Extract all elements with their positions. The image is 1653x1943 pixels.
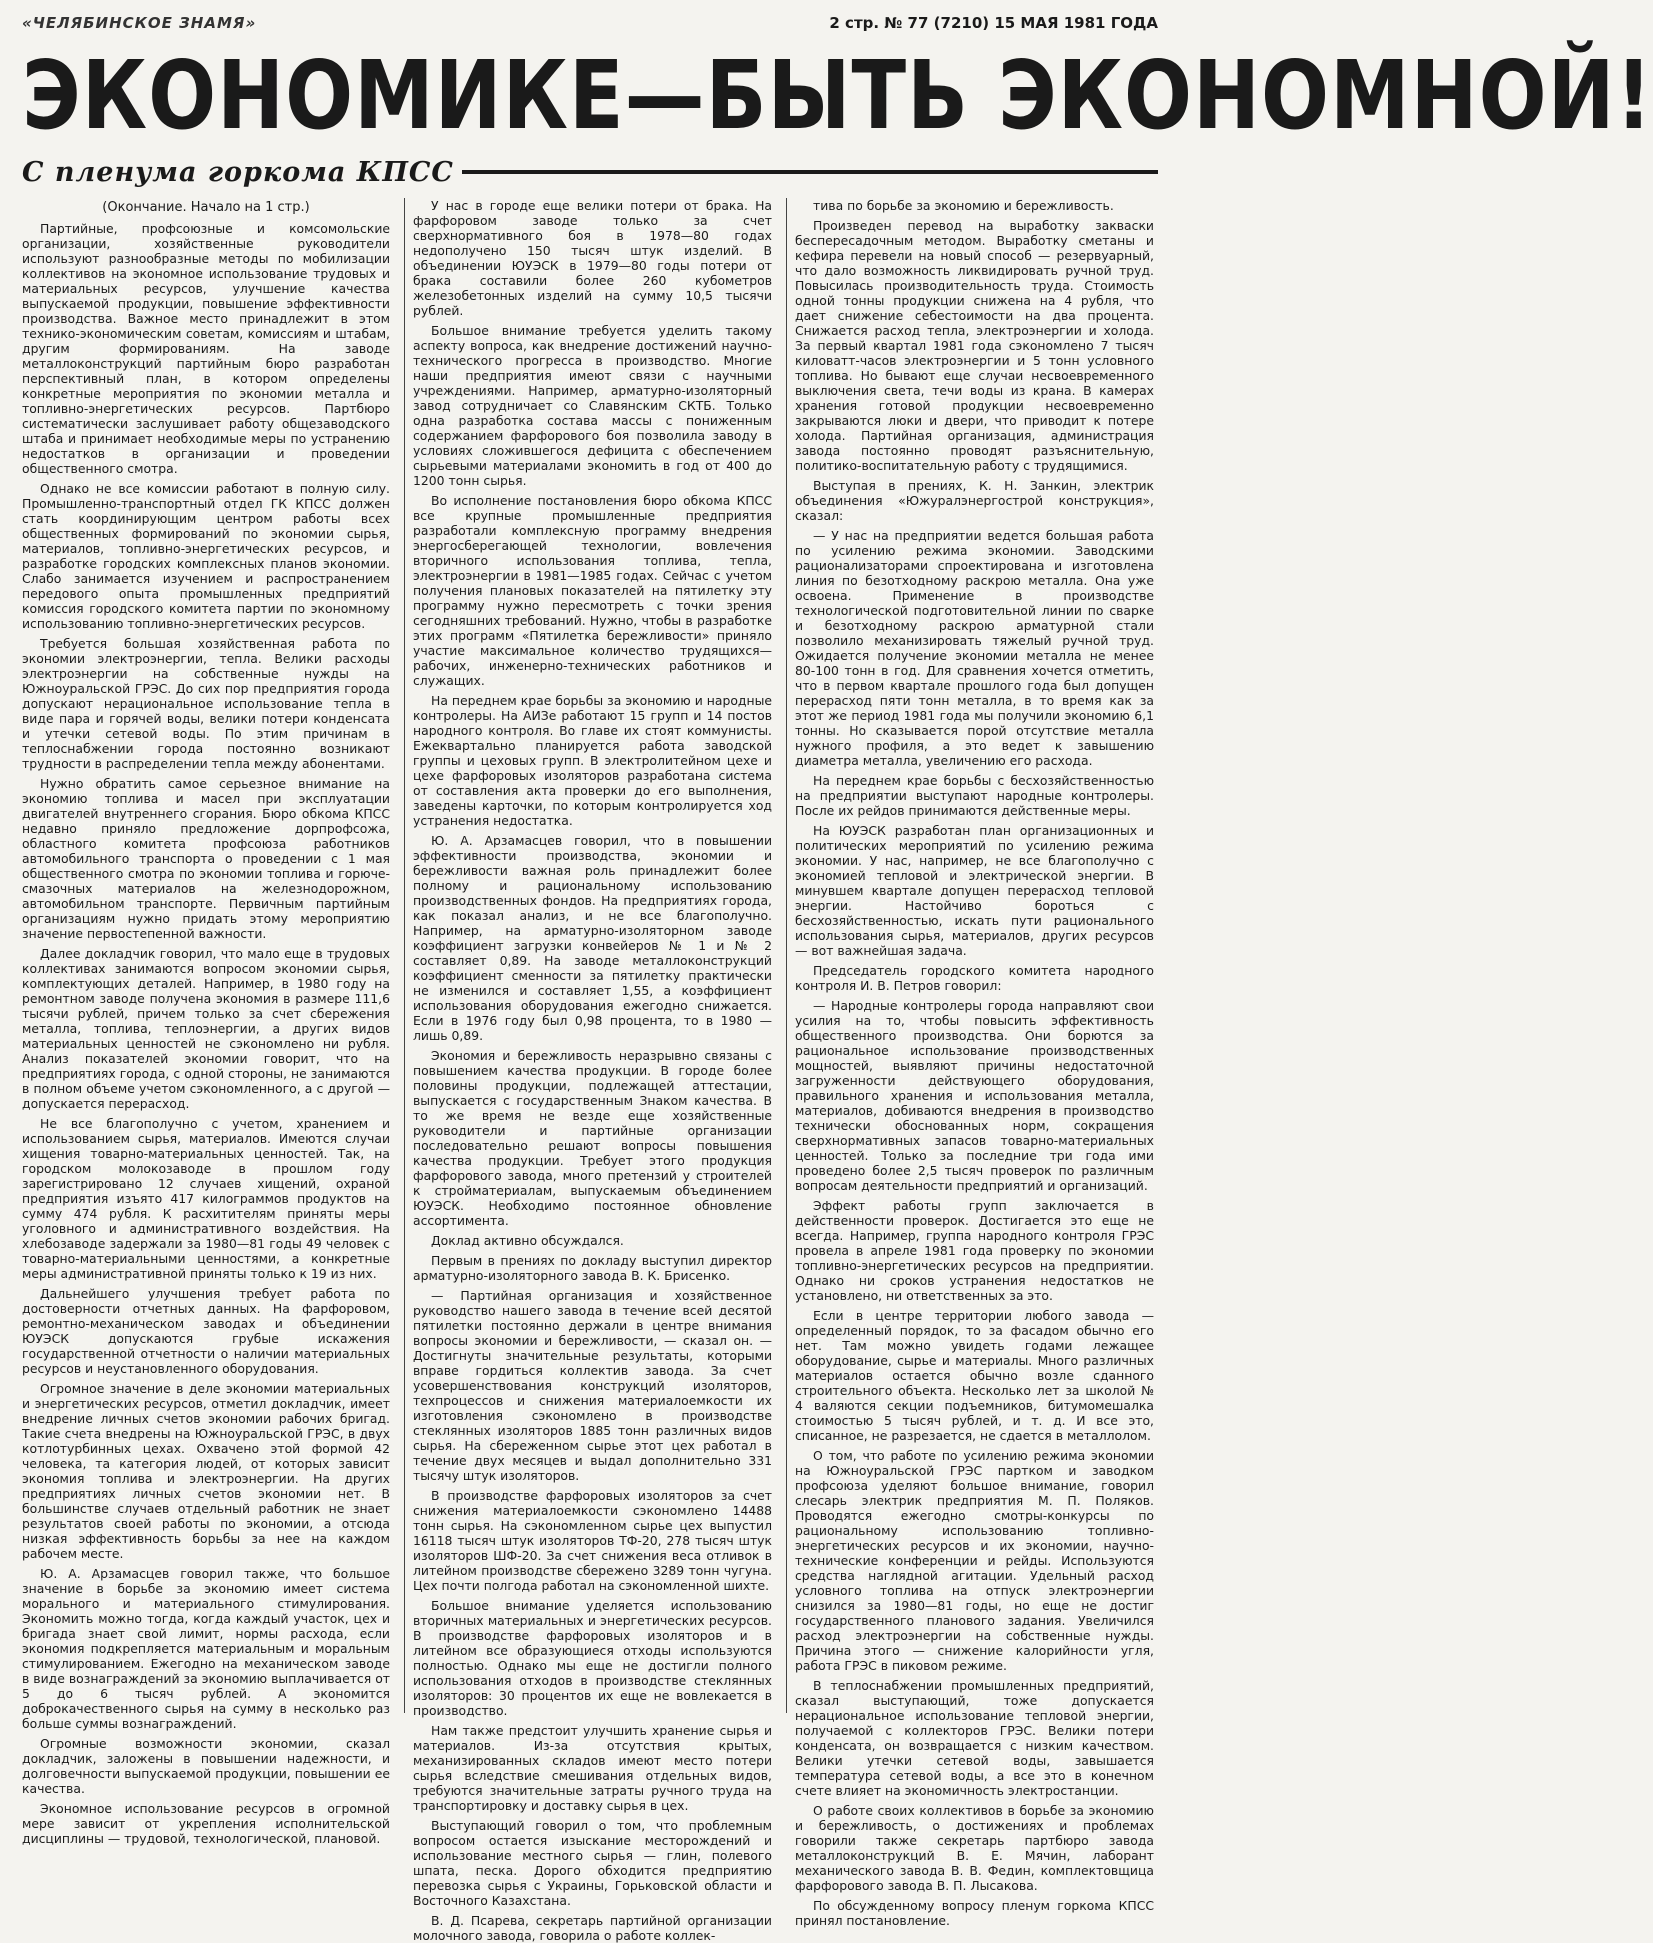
paragraph: О том, что работе по усилению режима экономии на Южноуральской ГРЭС партком и заводком профсоюза уделяют большое внимание, говорил слесарь электрик предприятия М. П. Поляков. Проводятся ежегодно смотры-конкурсы по рациональному использованию топливно-энергетических ресурсов и их экономии, научно-технические конференции и рейды. Используются средства наглядной агитации. Удельный расход условного топлива на отпуск электроэнергии снизился за 1980—81 годы, но еще не достиг государственного планового задания. Увеличился расход электроэнергии на собственные нужды. Причина этого — снижение калорийности угля, работа ГРЭС в пиковом режиме. (795, 1448, 1154, 1673)
paragraph: Далее докладчик говорил, что мало еще в трудовых коллективах занимаются вопросом экономии сырья, комплектующих деталей. Например, в 1980 году на ремонтном заводе получена экономия в размере 111,6 тысячи рублей, причем только за счет сбережения металла, топлива, теплоэнергии, а других видов материальных ценностей не сэкономлено ни рубля. Анализ показателей экономии говорит, что на предприятиях города, с одной стороны, не занимаются в полном объеме учетом сэкономленного, а с другой — допускается перерасход. (22, 946, 390, 1111)
paragraph: — Партийная организация и хозяйственное руководство нашего завода в течение всей десятой пятилетки постоянно держали в центре внимания вопросы экономии и бережливости, — сказал он. — Достигнуты значительные результаты, которыми вправе гордиться коллектив завода. За счет усовершенствования конструкций изоляторов, техпроцессов и снижения материалоемкости их изготовления сэкономлено в производстве стеклянных изоляторов 1885 тонн различных видов сырья. На сбереженном сырье этот цех работал в течение двух месяцев и выдал дополнительно 331 тысячу штук изоляторов. (413, 1288, 772, 1483)
paragraph: На переднем крае борьбы с бесхозяйственностью на предприятии выступают народные контролеры. После их рейдов принимаются действенные меры. (795, 773, 1154, 818)
paragraph: Председатель городского комитета народного контроля И. В. Петров говорил: (795, 963, 1154, 993)
headline: ЭКОНОМИКЕ—БЫТЬ ЭКОНОМНОЙ! (22, 40, 1653, 151)
subhead-rule (462, 170, 1158, 174)
column-2 (404, 198, 772, 1943)
paragraph: Ю. А. Арзамасцев говорил также, что большое значение в борьбе за экономию имеет система морального и материального стимулирования. Экономить можно тогда, когда каждый участок, цех и бригада знает свой лимит, нормы расхода, если экономия подкрепляется материальным и моральным стимулированием. Ежегодно на механическом заводе в виде вознаграждений за экономию выплачивается от 5 до 6 тысяч рублей. А экономится доброкачественного сырья на сумму в несколько раз больше суммы вознаграждений. (22, 1566, 390, 1731)
paragraph: Доклад активно обсуждался. (431, 1233, 624, 1248)
paragraph: В. Д. Псарева, секретарь партийной организации молочного завода, говорила о работе коллек- (413, 1913, 772, 1943)
paragraph: Экономное использование ресурсов в огромной мере зависит от укрепления исполнительской дисциплины — трудовой, технологической, плановой. (22, 1801, 390, 1846)
paragraph: Огромное значение в деле экономии материальных и энергетических ресурсов, отметил докладчик, имеет внедрение личных счетов экономии рабочих бригад. Такие счета внедрены на Южноуральской ГРЭС, в двух котлотурбинных цехах. Охвачено этой формой 42 человека, та категория людей, от которых зависит экономия топлива и электроэнергии. На других предприятиях личных счетов экономии нет. В большинстве случаев отдельный работник не знает результатов своей работы по экономии, а отсюда низкая эффективность борьбы за нее на каждом рабочем месте. (22, 1381, 390, 1561)
paragraph: У нас в городе еще велики потери от брака. На фарфоровом заводе только за счет сверхнормативного боя в 1978—80 годах недополучено 150 тысяч штук изделий. В объединении ЮУЭСК в 1979—80 годы потери от брака составили более 260 кубометров железобетонных изделий на сумму 10,5 тысячи рублей. (413, 198, 772, 318)
paragraph: О работе своих коллективов в борьбе за экономию и бережливость, о достижениях и проблемах говорили также секретарь партбюро завода металлоконструкций В. Е. Мячин, лаборант механического завода В. В. Федин, комплектовщица фарфорового завода В. П. Лысакова. (795, 1803, 1154, 1893)
paragraph: — У нас на предприятии ведется большая работа по усилению режима экономии. Заводскими рационализаторами спроектирована и изготовлена линия по безотходному раскрою металла. Она уже освоена. Применение в производстве технологической подготовительной линии по сварке и безотходному раскрою арматурной стали позволило механизировать тяжелый ручной труд. Ожидается получение экономии металла не менее 80-100 тонн в год. Для сравнения хочется отметить, что в первом квартале прошлого года был допущен перерасход пяти тонн металла, в то время как за этот же период 1981 года мы получили экономию 6,1 тонны. Но сказывается порой отсутствие металла нужного профиля, а это ведет к завышению диаметра металла, увеличению его расхода. (795, 528, 1154, 768)
paragraph: — Народные контролеры города направляют свои усилия на то, чтобы повысить эффективность общественного производства. Они борются за рациональное использование производственных мощностей, выявляют причины недостаточной загруженности действующего оборудования, правильного хранения и использования металла, материалов, добиваются внедрения в производство технически обоснованных норм, сокращения сверхнормативных запасов товарно-материальных ценностей. Только за последние три года ими проведено более 2,5 тысяч проверок по различным вопросам деятельности предприятий и организаций. (795, 998, 1154, 1193)
column-1 (22, 198, 390, 1846)
paragraph: На ЮУЭСК разработан план организационных и политических мероприятий по усилению режима экономии. У нас, например, не все благополучно с экономией тепловой и электрической энергии. В минувшем квартале допущен перерасход тепловой энергии. Настойчиво бороться с бесхозяйственностью, искать пути рационального использования сырья, материалов, других ресурсов — вот важнейшая задача. (795, 823, 1154, 958)
issue-info: 2 стр. № 77 (7210) 15 МАЯ 1981 ГОДА (829, 14, 1158, 32)
column-3 (786, 198, 1154, 1928)
paragraph: Ю. А. Арзамасцев говорил, что в повышении эффективности производства, экономии и бережливости важная роль принадлежит более полному и рациональному использованию производственных фондов. На предприятиях города, как показал анализ, и не все благополучно. Например, на арматурно-изоляторном заводе коэффициент загрузки конвейеров № 1 и № 2 составляет 0,89. На заводе металлоконструкций коэффициент сменности за пятилетку практически не изменился и составляет 1,55, а коэффициент использования оборудования ежегодно снижается. Если в 1976 году был 0,98 процента, то в 1980 — лишь 0,89. (413, 833, 772, 1043)
paragraph: Большое внимание уделяется использованию вторичных материальных и энергетических ресурсов. В производстве фарфоровых изоляторов и в литейном все образующиеся отходы используются полностью. Однако мы еще не достигли полного использования отходов в производстве стеклянных изоляторов: 30 процентов их еще не вовлекается в производство. (413, 1598, 772, 1718)
paragraph: На переднем крае борьбы за экономию и народные контролеры. На АИЗе работают 15 групп и 14 постов народного контроля. Во главе их стоят коммунисты. Ежеквартально планируется работа заводской группы и цеховых групп. В электролитейном цехе и цехе фарфоровых изоляторов разработана система от составления акта проверки до его выполнения, заведены карточки, по которым контролируется ход устранения недостатка. (413, 693, 772, 828)
paragraph: В производстве фарфоровых изоляторов за счет снижения материалоемкости сэкономлено 14488 тонн сырья. На сэкономленном сырье цех выпустил 16118 тысяч штук изоляторов ТФ-20, 278 тысяч штук изоляторов ШФ-20. За счет снижения веса отливок в литейном производстве сбережено 3289 тонн чугуна. Цех почти полгода работал на сэкономленной шихте. (413, 1488, 772, 1593)
paragraph: Требуется большая хозяйственная работа по экономии электроэнергии, тепла. Велики расходы электроэнергии на собственные нужды на Южноуральской ГРЭС. До сих пор предприятия города допускают нерациональное использование тепла в виде пара и горячей воды, велики потери конденсата и утечки сетевой воды. По этим причинам в теплоснабжении города постоянно возникают трудности в распределении тепла между абонентами. (22, 636, 390, 771)
paper-name: «ЧЕЛЯБИНСКОЕ ЗНАМЯ» (22, 14, 257, 32)
masthead-bar (22, 12, 1158, 34)
article-columns (22, 198, 1158, 1943)
paragraph: Эффект работы групп заключается в действенности проверок. Достигается это еще не всегда. Например, группа народного контроля ГРЭС провела в апреле 1981 года проверку по экономии топливно-энергетических ресурсов на предприятии. Однако ни сроков устранения недостатков не установлено, ни ответственных за это. (795, 1198, 1154, 1303)
paragraph: Выступая в прениях, К. Н. Занкин, электрик объединения «Южуралэнергострой конструкция», сказал: (795, 478, 1154, 523)
paragraph: Огромные возможности экономии, сказал докладчик, заложены в повышении надежности, и долговечности выпускаемой продукции, повышении ее качества. (22, 1736, 390, 1796)
paragraph: В теплоснабжении промышленных предприятий, сказал выступающий, тоже допускается нерациональное использование тепловой энергии, получаемой с коллекторов ГРЭС. Велики потери конденсата, он возвращается с низким качеством. Велики утечки сетевой воды, завышается температура сетевой воды, а все это в конечном счете влияет на экономичность электростанции. (795, 1678, 1154, 1798)
paragraph: Партийные, профсоюзные и комсомольские организации, хозяйственные руководители используют разнообразные методы по мобилизации коллективов на экономное использование трудовых и материальных ресурсов, улучшение качества выпускаемой продукции, повышение эффективности производства. Важное место принадлежит в этом технико-экономическим советам, комиссиям и штабам, другим формированиям. На заводе металлоконструкций партийным бюро разработан перспективный план, в котором определены конкретные мероприятия по экономии металла и топливно-энергетических ресурсов. Партбюро систематически заслушивает работу общезаводского штаба и принимает необходимые меры по устранению недостатков в организации и проведении общественного смотра. (22, 221, 390, 476)
paragraph: Во исполнение постановления бюро обкома КПСС все крупные промышленные предприятия разработали комплексную программу внедрения энергосберегающей технологии, вовлечения вторичного использования топлива, тепла, электроэнергии в 1981—1985 годах. Сейчас с учетом получения плановых показателей на пятилетку эту программу нужно пересмотреть с точки зрения сегодняшних требований. Нужно, чтобы в разработке этих программ «Пятилетка бережливости» приняло участие максимальное количество трудящихся—рабочих, инженерно-технических работников и служащих. (413, 493, 772, 688)
subhead-text: С пленума горкома КПСС (22, 156, 454, 188)
paragraph: Не все благополучно с учетом, хранением и использованием сырья, материалов. Имеются случаи хищения товарно-материальных ценностей. Так, на городском молокозаводе в прошлом году зарегистрировано 12 случаев хищений, охраной предприятия изъято 417 килограммов продуктов на сумму 474 рубля. К расхитителям приняты меры уголовного и административного воздействия. На хлебозаводе задержали за 1980—81 годы 49 человек с товарно-материальными ценностями, а конкретные меры административной приняты только к 19 из них. (22, 1116, 390, 1281)
paragraph: Нужно обратить самое серьезное внимание на экономию топлива и масел при эксплуатации двигателей внутреннего сгорания. Бюро обкома КПСС недавно приняло предложение дорпрофсожа, областного комитета профсоюза работников автомобильного транспорта о проведении с 1 мая общественного смотра по экономии топлива и горюче-смазочных материалов на железнодорожном, автомобильном транспорте. Первичным партийным организациям нужно придать этому мероприятию значение первостепенной важности. (22, 776, 390, 941)
paragraph: Большое внимание требуется уделить такому аспекту вопроса, как внедрение достижений научно-технического прогресса в производство. Многие наши предприятия имеют связи с научными учреждениями. Например, арматурно-изоляторный завод сотрудничает со Славянским СКТБ. Только одна разработка состава массы с пониженным содержанием фарфорового боя позволила заводу в условиях сложившегося дефицита с обеспечением сырьевыми материалами экономить в год от 400 до 1200 тонн сырья. (413, 323, 772, 488)
paragraph: Произведен перевод на выработку закваски беспересадочным методом. Выработку сметаны и кефира перевели на новый способ — резервуарный, что дало возможность ликвидировать ручной труд. Повысилась производительность труда. Стоимость одной тонны продукции снижена на 4 рубля, что дает снижение себестоимости на два процента. Снижается расход тепла, электроэнергии и холода. За первый квартал 1981 года сэкономлено 7 тысяч киловатт-часов электроэнергии и 5 тонн условного топлива. Но бывают еще случаи несвоевременного выключения света, течи воды из крана. В камерах хранения готовой продукции несвоевременно закрываются люки и двери, что приводит к потере холода. Партийная организация, администрация завода постоянно проводят разъяснительную, политико-воспитательную работу с трудящимися. (795, 218, 1154, 473)
paragraph: Выступающий говорил о том, что проблемным вопросом остается изыскание месторождений и использование местного сырья — глин, полевого шпата, песка. Дорого обходится предприятию перевозка сырья с Украины, Горьковской области и Восточного Казахстана. (413, 1818, 772, 1908)
paragraph: Однако не все комиссии работают в полную силу. Промышленно-транспортный отдел ГК КПСС должен стать координирующим центром работы всех общественных формирований по экономии сырья, материалов, топливно-энергетических ресурсов, и разработке городских комплексных планов экономии. Слабо занимается изучением и распространением передового опыта промышленных предприятий комиссия городского комитета партии по экономному использованию топливно-энергетических ресурсов. (22, 481, 390, 631)
paragraph: По обсужденному вопросу пленум горкома КПСС принял постановление. (795, 1898, 1154, 1928)
continuation-note: (Окончание. Начало на 1 стр.) (102, 200, 310, 215)
paragraph: Дальнейшего улучшения требует работа по достоверности отчетных данных. На фарфоровом, ремонтно-механическом заводах и объединении ЮУЭСК допускаются грубые искажения государственной отчетности о наличии материальных ресурсов и неустановленного оборудования. (22, 1286, 390, 1376)
paragraph: Экономия и бережливость неразрывно связаны с повышением качества продукции. В городе более половины продукции, подлежащей аттестации, выпускается с государственным Знаком качества. В то же время не везде еще хозяйственные руководители и партийные организации последовательно решают вопросы повышения качества продукции. Требует этого продукция фарфорового завода, много претензий у строителей к стройматериалам, выпускаемым объединением ЮУЭСК. Необходимо постоянное обновление ассортимента. (413, 1048, 772, 1228)
paragraph: Первым в прениях по докладу выступил директор арматурно-изоляторного завода В. К. Брисенко. (413, 1253, 772, 1283)
paragraph: Если в центре территории любого завода — определенный порядок, то за фасадом обычно его нет. Там можно увидеть годами лежащее оборудование, сырье и материалы. Много различных материалов остается обычно возле сданного строительного объекта. Несколько лет за школой № 4 валяются секции подъемников, битумомешалка стоимостью 5 тысяч рублей, и т. д. И все это, списанное, не разрезается, не сдается в металлолом. (795, 1308, 1154, 1443)
paragraph: Нам также предстоит улучшить хранение сырья и материалов. Из-за отсутствия крытых, механизированных складов имеют место потери сырья вследствие смешивания отдельных видов, требуются значительные затраты ручного труда на транспортировку и доставку сырья в цех. (413, 1723, 772, 1813)
paragraph: тива по борьбе за экономию и бережливость. (813, 198, 1114, 213)
